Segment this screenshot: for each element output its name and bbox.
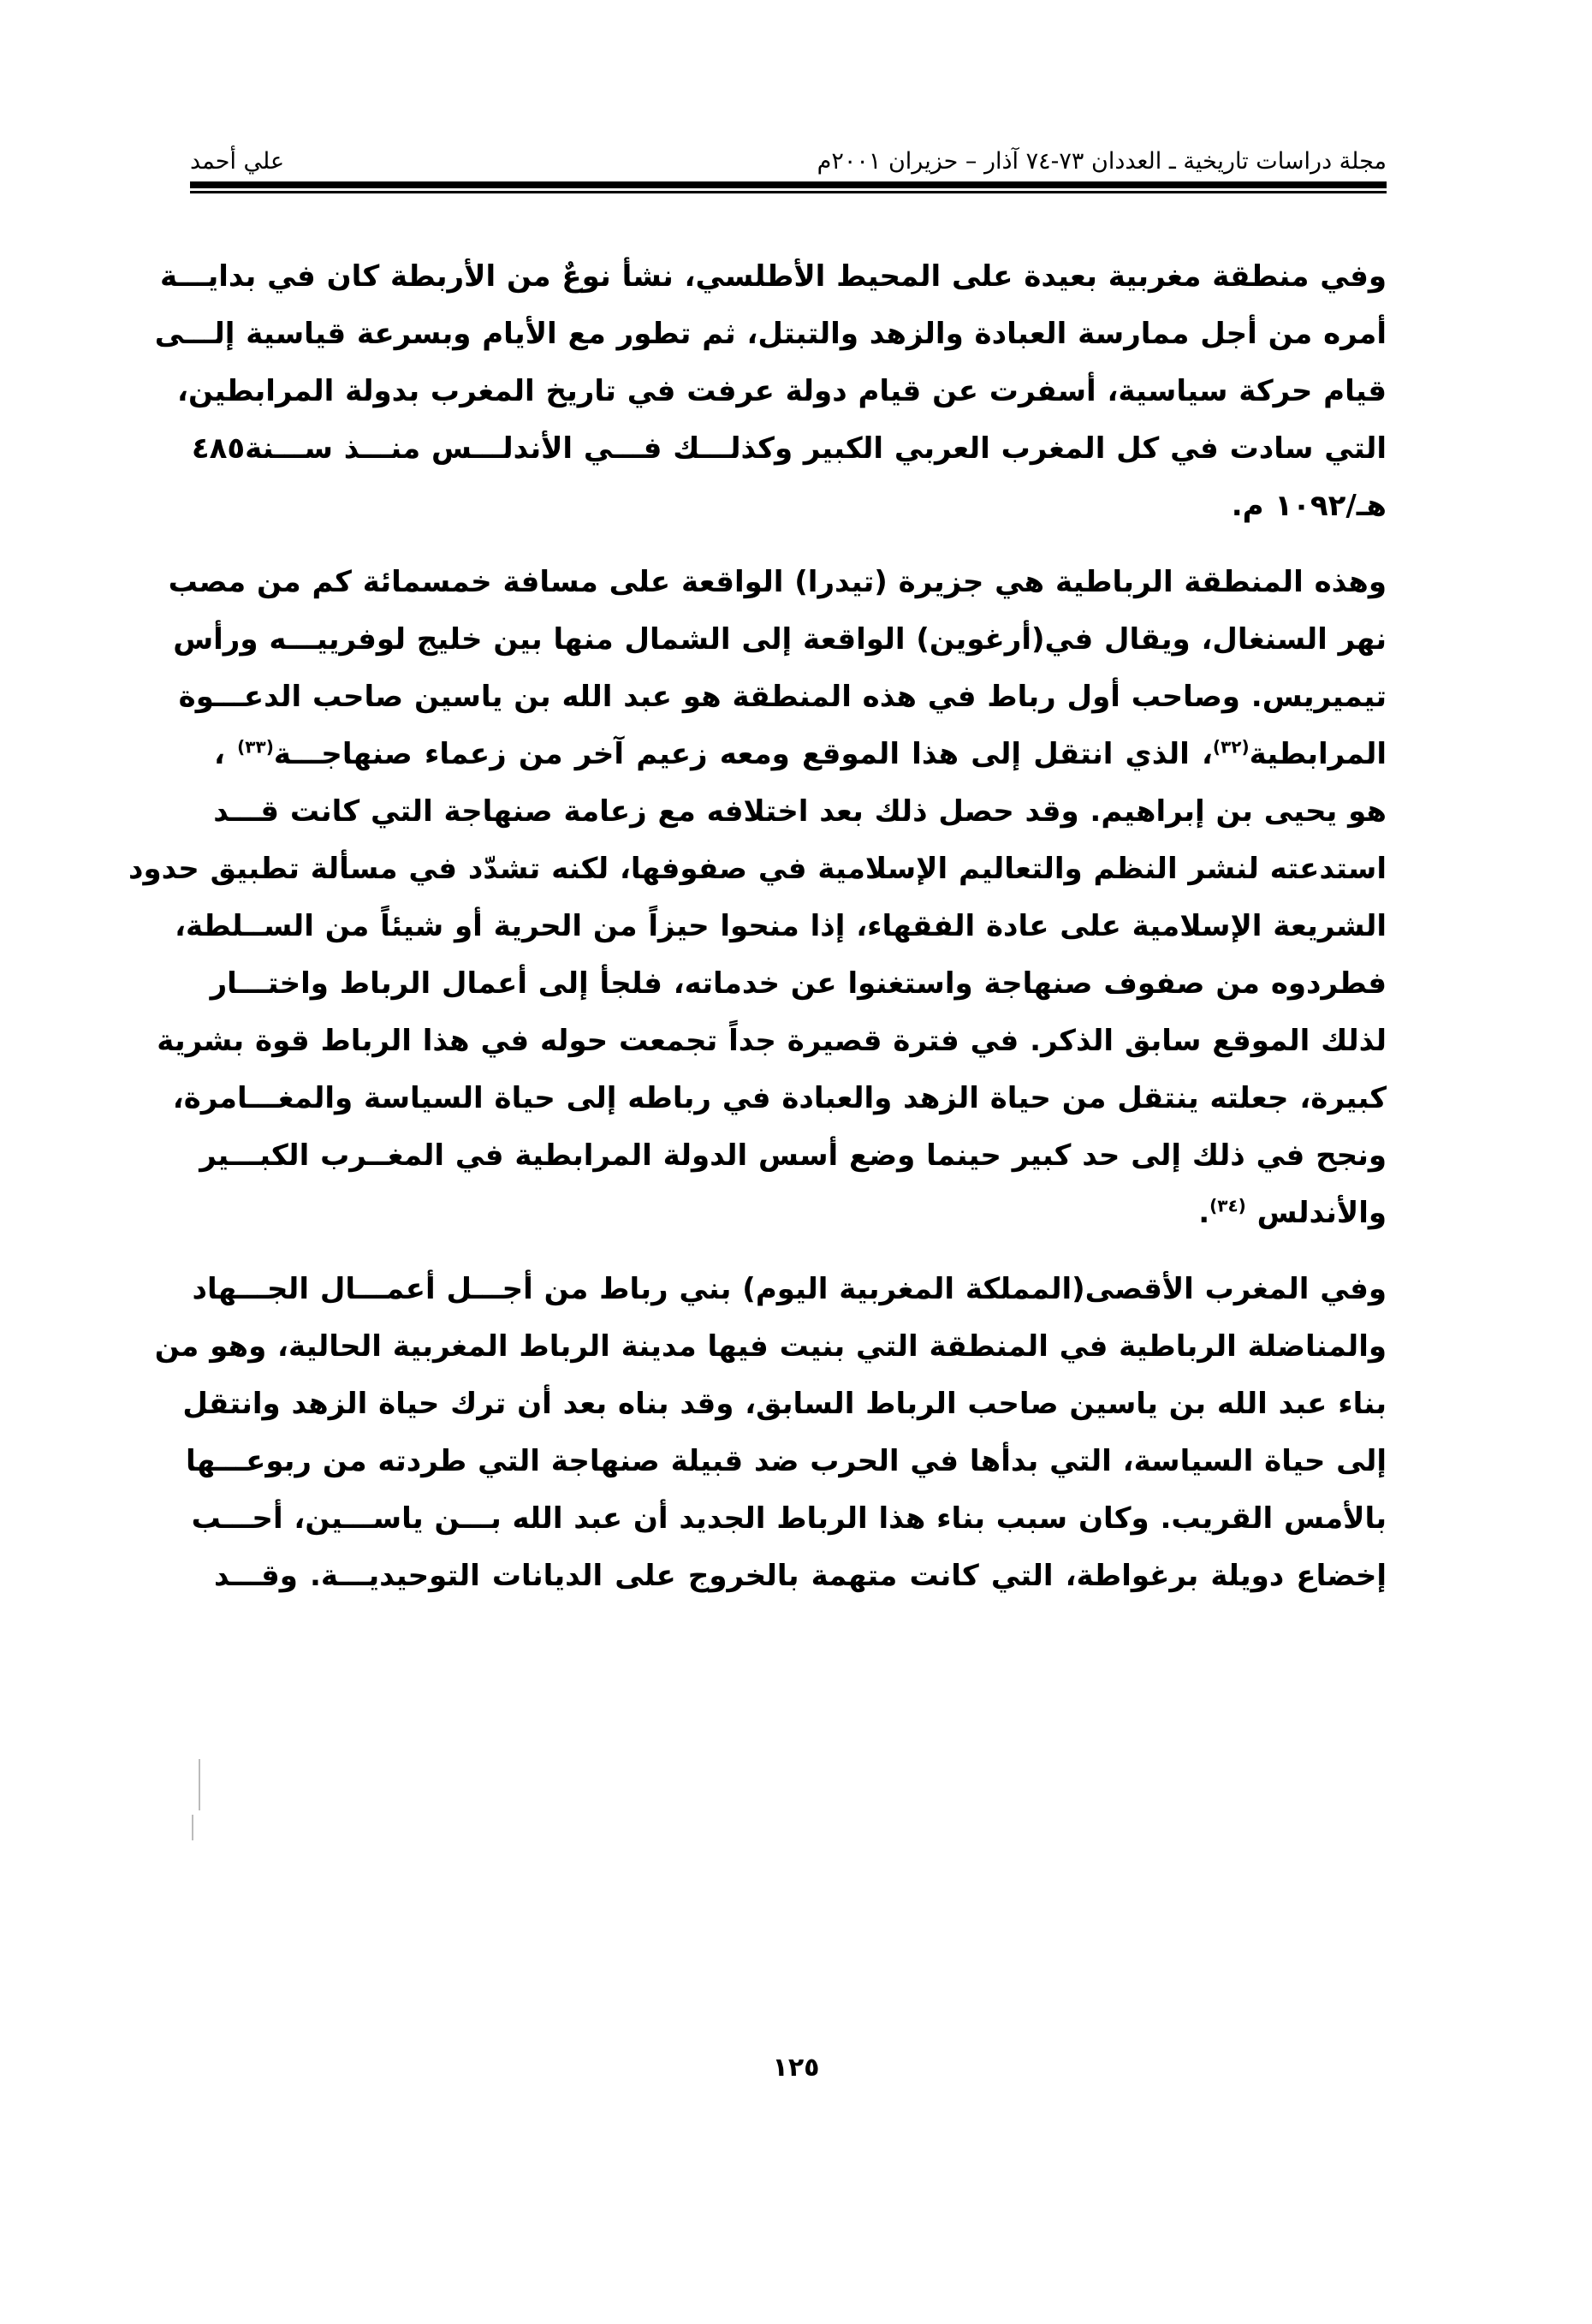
text-segment: . (1198, 1196, 1210, 1230)
text-line: أمره من أجل ممارسة العبادة والزهد والتبتل، ثم تطور مع الأيام وبسرعة قياسية إلـــى (154, 317, 1387, 351)
footnote-ref-34[interactable]: (٣٤) (1209, 1195, 1246, 1216)
text-line: تيميريس. وصاحب أول رباط في هذه المنطقة هو عبد الله بن ياسين صاحب الدعـــوة (178, 680, 1387, 714)
text-segment: ، الذي انتقل إلى هذا الموقع ومعه زعيم آخر من زعماء صنهاجـــة (273, 737, 1213, 771)
text-segment: ، (214, 737, 238, 771)
header-rule-thin (190, 191, 1387, 193)
text-line: والمناضلة الرباطية في المنطقة التي بنيت فيها مدينة الرباط المغربية الحالية، وهو من (154, 1329, 1387, 1364)
running-header (190, 137, 1387, 175)
text-line: الشريعة الإسلامية على عادة الفقهاء، إذا منحوا حيزاً من الحرية أو شيئاً من الســلطة، (175, 909, 1387, 943)
text-line: وفي المغرب الأقصى(المملكة المغربية اليوم) بني رباط من أجـــل أعمـــال الجـــهاد (192, 1272, 1387, 1306)
text-line-with-footnotes (214, 726, 1387, 783)
text-line: هو يحيى بن إبراهيم. وقد حصل ذلك بعد اختلافه مع زعامة صنهاجة التي كانت قـــد (213, 794, 1387, 829)
text-line: استدعته لنشر النظم والتعاليم الإسلامية في صفوفها، لكنه تشدّد في مسألة تطبيق حدود (128, 852, 1387, 886)
text-line: كبيرة، جعلته ينتقل من حياة الزهد والعبادة في رباطه إلى حياة السياسة والمغـــامرة، (172, 1081, 1387, 1115)
text-line: بالأمس القريب. وكان سبب بناء هذا الرباط الجديد أن عبد الله بـــن ياســـين، أحـــب (191, 1501, 1387, 1536)
text-line-with-footnotes (214, 1185, 1387, 1242)
text-line: هـ/١٠٩٢ م. (1231, 489, 1387, 523)
paragraph-1 (154, 248, 1387, 535)
header-rule-thick (190, 181, 1387, 188)
text-line: بناء عبد الله بن ياسين صاحب الرباط السابق، وقد بناه بعد أن ترك حياة الزهد وانتقل (182, 1387, 1387, 1421)
text-line: نهر السنغال، ويقال في(أرغوين) الواقعة إلى الشمال منها بين خليج لوفرييـــه ورأس (173, 622, 1387, 657)
scan-artifact (192, 1815, 193, 1840)
text-segment: والأندلس (1245, 1196, 1387, 1230)
body-text (128, 248, 1387, 1624)
text-line: لذلك الموقع سابق الذكر. في فترة قصيرة جداً تجمعت حوله في هذا الرباط قوة بشرية (157, 1024, 1387, 1058)
paragraph-3 (154, 1261, 1387, 1605)
footnote-ref-32[interactable]: (٣٢) (1212, 736, 1250, 758)
journal-title: مجلة دراسات تاريخية ـ العددان ٧٣-٧٤ آذار – حزيران ٢٠٠١م (817, 148, 1387, 175)
text-line: إلى حياة السياسة، التي بدأها في الحرب ضد قبيلة صنهاجة التي طردته من ربوعـــها (186, 1444, 1387, 1478)
text-line: وفي منطقة مغربية بعيدة على المحيط الأطلسي، نشأ نوعٌ من الأربطة كان في بدايـــة (160, 259, 1387, 294)
text-line: التي سادت في كل المغرب العربي الكبير وكذلـــك فـــي الأندلـــس منـــذ ســـنة٤٨٥ (191, 431, 1387, 466)
text-line: وهذه المنطقة الرباطية هي جزيرة (تيدرا) الواقعة على مسافة خمسمائة كم من مصب (168, 565, 1387, 599)
text-line: إخضاع دويلة برغواطة، التي كانت متهمة بالخروج على الديانات التوحيديـــة. وقـــد (214, 1559, 1387, 1593)
footnote-ref-33[interactable]: (٣٣) (237, 736, 274, 758)
text-line: قيام حركة سياسية، أسفرت عن قيام دولة عرفت في تاريخ المغرب بدولة المرابطين، (177, 374, 1387, 408)
scan-artifact (199, 1759, 200, 1810)
page-number: ١٢٥ (772, 2053, 820, 2083)
text-segment: المرابطية (1249, 737, 1387, 771)
author-name: علي أحمد (190, 148, 285, 175)
paragraph-2 (128, 554, 1387, 1242)
text-line: ونجح في ذلك إلى حد كبير حينما وضع أسس الدولة المرابطية في المغــرب الكبـــير (199, 1138, 1387, 1173)
text-line: فطردوه من صفوف صنهاجة واستغنوا عن خدماته، فلجأ إلى أعمال الرباط واختـــار (210, 966, 1387, 1001)
